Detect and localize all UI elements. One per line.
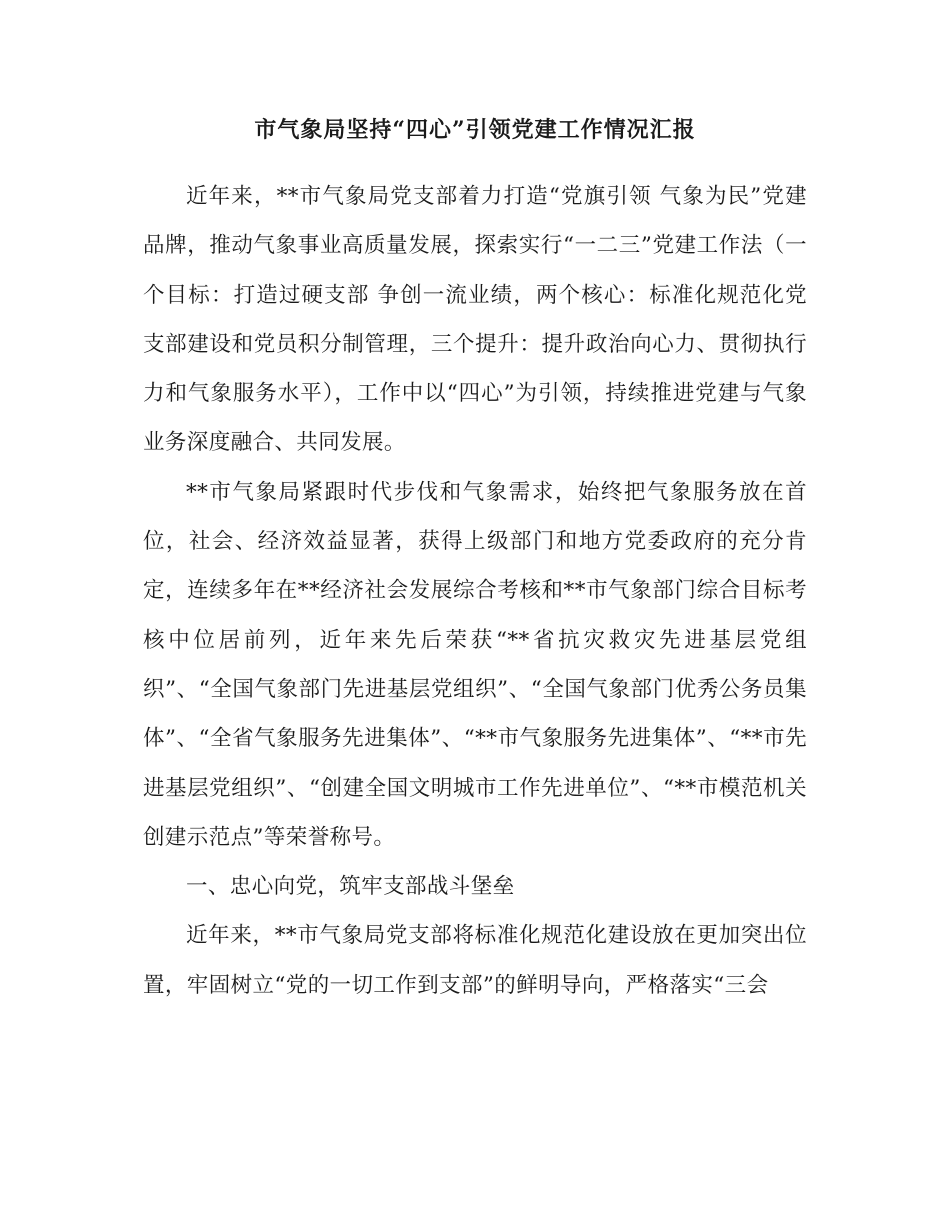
intro-paragraph: 近年来，**市气象局党支部着力打造“党旗引领 气象为民”党建品牌，推动气象事业高质量发展，探索实行“一二三”党建工作法（一个目标：打造过硬支部 争创一流业绩，两个核心：标准化规范化党支部建设和党员积分制管理，三个提升：提升政治向心力、贯彻执行力和气象服务水平），工作中以“四心”为引领，持续推进党建与气象业务深度融合、共同发展。 [143, 184, 807, 456]
document-body [143, 106, 807, 1010]
achievements-paragraph: **市气象局紧跟时代步伐和气象需求，始终把气象服务放在首位，社会、经济效益显著，获得上级部门和地方党委政府的充分肯定，连续多年在**经济社会发展综合考核和**市气象部门综合目标考核中位居前列，近年来先后荣获“**省抗灾救灾先进基层党组织”、“全国气象部门先进基层党组织”、“全国气象部门优秀公务员集体”、“全省气象服务先进集体”、“**市气象服务先进集体”、“**市先进基层党组织”、“创建全国文明城市工作先进单位”、“**市模范机关创建示范点”等荣誉称号。 [143, 479, 807, 850]
section-1-paragraph: 近年来，**市气象局党支部将标准化规范化建设放在更加突出位置，牢固树立“党的一切工作到支部”的鲜明导向，严格落实“三会 [143, 923, 807, 998]
document-title: 市气象局坚持“四心”引领党建工作情况汇报 [254, 117, 696, 143]
section-heading-1: 一、忠心向党，筑牢支部战斗堡垒 [186, 874, 515, 900]
